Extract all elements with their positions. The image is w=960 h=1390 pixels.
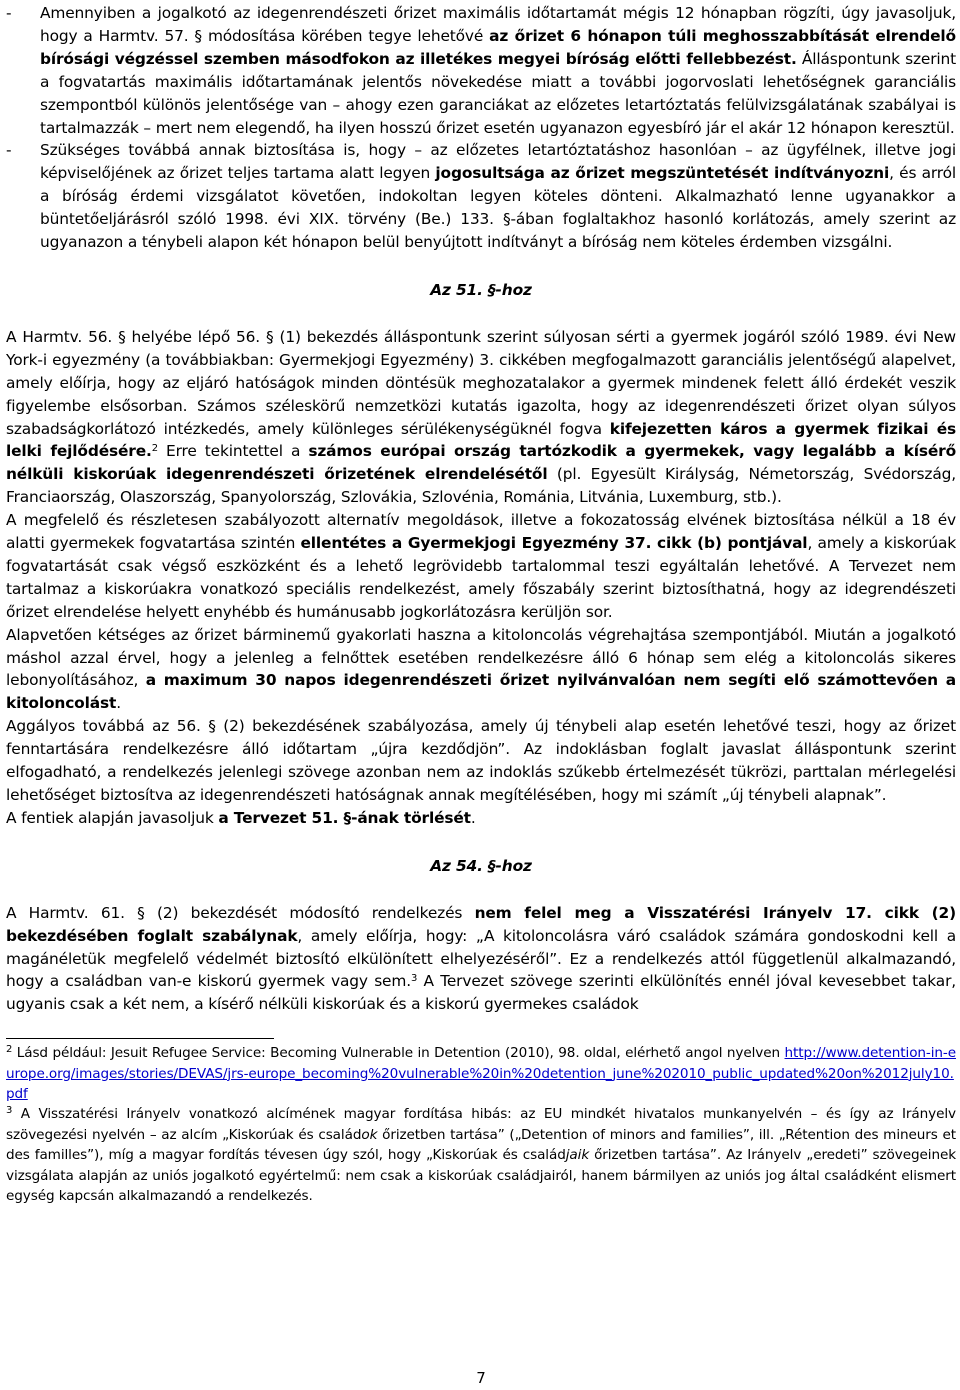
section-heading-54: Az 54. §-hoz — [430, 856, 532, 875]
bullet-dash: - — [6, 4, 12, 22]
italic-text: jaik — [565, 1147, 590, 1164]
footnote-ref-3[interactable]: 3 — [410, 973, 418, 985]
bold-text: a maximum 30 napos idegenrendészeti őrizet nyilvánvalóan nem segíti elő számottevően a kitoloncolást — [6, 671, 957, 713]
bullet-dash: - — [6, 141, 12, 160]
footnote-number: 3 — [6, 1105, 13, 1117]
document-page — [6, 2, 956, 1388]
footnote-link[interactable]: http://www.detention-in-europe.org/images/stories/DEVAS/jrs-europe_becoming%20vulnerable%20in%20detention_june%202010_public_updated%20on%2012july10.pdf — [6, 1045, 956, 1103]
bold-text: nem felel meg a Visszatérési Irányelv 17. cikk (2) bekezdésében foglalt szabálynak — [6, 903, 956, 945]
page-number: 7 — [476, 1369, 486, 1387]
paragraph-1: A Harmtv. 56. § helyébe lépő 56. § (1) bekezdés álláspontunk szerint súlyosan sérti a gyermek jogáról szóló 1989. évi New York-i egyezmény (a továbbiakban: Gyermekjogi Egyezmény) 3. cikkében megfogalmazott garanciális jelentőségű alapelvet, amely előírja, hogy az eljáró hatóságok minden döntésük meghozatalakor a gyermek mindenek felett álló érdekét veszik figyelembe elsősorban. Számos széleskörű nemzetközi kutatás igazolta, hogy az idegenrendészeti őrizet olyan súlyos szabadságkorlátozó intézkedés, amely különleges sérülékenységüknél fogva kifejezetten káros a gyermek fizikai és lelki fejlődésére.$^2$ Erre tekintettel a számos európai ország tartózkodik a gyermekek, vagy legalább a kísérő nélküli kiskorúak idegenrendészeti őrizetének elrendelésétől (pl. Egyesült Királyság, Németország, Svédország, Franciaország, Olaszország, Spanyolország, Szlovákia, Szlovénia, Románia, Litvánia, Luxemburg, stb.). — [6, 327, 956, 507]
paragraph-3: Alapvetően kétséges az őrizet bárminemű gyakorlati haszna a kitoloncolás végrehajtása szempontjából. Miután a jogalkotó máshol azzal érvel, hogy a jelenleg a felnőttek esetében rendelkezésre álló 6 hónap sem elég a kitoloncolás sikeres lebonyolításához, a maximum 30 napos idegenrendészeti őrizet nyilvánvalóan nem segíti elő számottevően a kitoloncolást. — [6, 625, 957, 713]
paragraph-5: A fentiek alapján javasoljuk a Tervezet 51. §-ának törlését. — [6, 808, 476, 827]
paragraph-6: A Harmtv. 61. § (2) bekezdését módosító rendelkezés nem felel meg a Visszatérési Irányelv 17. cikk (2) bekezdésében foglalt szabálynak, amely előírja, hogy: „A kitoloncolásra váró családok számára gondoskodni kell a magánéletük megfelelő védelmét biztosító elkülönített elhelyezéséről”. Ez a rendelkezés attól függetlenül alkalmazandó, hogy a családban van-e kiskorú gyermek vagy sem.$^3$ A Tervezet szövege szerinti elkülönítés ennél jóval kevesebbet takar, ugyanis csak a két nem, a kísérő nélküli kiskorúak és a kiskorú gyermekes családok — [6, 903, 956, 1014]
bold-text: számos európai ország tartózkodik a gyermekek, vagy legalább a kísérő nélküli kiskorúak idegenrendészeti őrizetének elrendelésétől — [6, 442, 956, 484]
footnote-3: $^3$ A Visszatérési Irányelv vonatkozó alcímének magyar fordítása hibás: az EU mindkét hivatalos munkanyelvén – és így az Irányelv szövegezési nyelvén – az alcím „Kiskorúak és családok őrizetben tartása” („Detention of minors and families”, ill. „Rétention des mineurs et des familles”), míg a magyar fordítás tévesen úgy szól, hogy „Kiskorúak és családjaik őrizetben tartása”. Az Irányelv „eredeti” szövegeinek vizsgálata alapján az uniós jogalkotó egyértelmű: nem csak a kiskorúak családjairól, hanem bármilyen az uniós jog által családként elismert egység kapcsán alkalmazandó a rendelkezés. — [6, 1105, 957, 1205]
bold-text: kifejezetten káros a gyermek fizikai és lelki fejlődésére. — [6, 419, 956, 461]
bold-text: az őrizet 6 hónapon túli meghosszabbítását elrendelő bírósági végzéssel szemben másodfokon az illetékes megyei bíróság előtti fellebbezést. — [40, 26, 956, 68]
footnote-divider — [6, 1038, 274, 1039]
bullet-paragraph-2: - Szükséges továbbá annak biztosítása is, hogy – az előzetes letartóztatáshoz hasonlóan – az ügyfélnek, illetve jogi képviselőjének az őrizet teljes tartama alatt legyen jogosultsága az őrizet megszüntetését indítványozni, és arról a bíróság érdemi vizsgálatot követően, indokoltan legyen köteles dönteni. Alkalmazható lenne ugyanakkor a büntetőeljárásról szóló 1998. évi XIX. törvény (Be.) 133. §-ában foglaltakhoz hasonló korlátozás, amely szerint az ugyanazon a ténybeli alapon két hónapon belül benyújtott indítványt a bíróság nem köteles érdemben vizsgálni. — [6, 141, 956, 252]
footnote-number: 2 — [6, 1044, 13, 1056]
section-heading-51: Az 51. §-hoz — [430, 280, 532, 299]
footnote-ref-2[interactable]: 2 — [151, 443, 158, 455]
footnote-2: $^2$ Lásd például: Jesuit Refugee Service: Becoming Vulnerable in Detention (2010), 98. oldal, elérhető angol nyelven http://www.detention-in-europe.org/images/stories/DEVAS/jrs-europe_becoming%20vulnerable%20in%20detention_june%202010_public_updated%20on%2012july10.pdf — [6, 1044, 956, 1103]
italic-text: ok — [361, 1126, 378, 1143]
bold-text: ellentétes a Gyermekjogi Egyezmény 37. cikk (b) pontjával — [300, 534, 808, 553]
bold-text: jogosultsága az őrizet megszüntetését indítványozni — [435, 164, 890, 183]
paragraph-2: A megfelelő és részletesen szabályozott alternatív megoldások, illetve a fokozatosság elvének biztosítása nélkül a 18 év alatti gyermekek fogvatartása szintén ellentétes a Gyermekjogi Egyezmény 37. cikk (b) pontjával, amely a kiskorúak fogvatartását csak végső eszközként és a lehető legrövidebb tartalommal teszi egyáltalán lehetővé. A Tervezet nem tartalmaz a kiskorúakra vonatkozó speciális rendelkezést, amely főszabály szerint biztosíthatná, hogy az idegrendészeti őrizet elrendelése helyett enyhébb és humánusabb jogkorlátozásra kerüljön sor. — [6, 511, 956, 621]
paragraph-4: Aggályos továbbá az 56. § (2) bekezdésének szabályozása, amely új ténybeli alap esetén lehetővé teszi, hogy az őrizet fenntartására rendelkezésre álló időtartam „újra kezdődjön”. Az indoklásban foglalt javaslat álláspontunk szerint elfogadható, a rendelkezés jelenlegi szövege azonban nem az indoklás szűkebb értelmezését tükrözi, parttalan mérlegelési lehetőséget biztosítva az idegenrendészeti hatóságnak annak megítélésében, hogy mi számít „új ténybeli alapnak”. — [6, 717, 956, 804]
bold-text: a Tervezet 51. §-ának törlését — [218, 808, 471, 827]
bullet-paragraph-1: - Amennyiben a jogalkotó az idegenrendészeti őrizet maximális időtartamát mégis 12 hónapban rögzíti, úgy javasoljuk, hogy a Harmtv. 57. § módosítása körében tegye lehetővé az őrizet 6 hónapon túli meghosszabbítását elrendelő bírósági végzéssel szemben másodfokon az illetékes megyei bíróság előtti fellebbezést. Álláspontunk szerint a fogvatartás maximális időtartamának jelentős növekedése miatt a további jogorvoslati lehetőségnek garanciális szempontból különös jelentősége van – ahogy ezen garanciákat az előzetes letartóztatás felülvizsgálatának szabályai is tartalmazzák – mert nem elegendő, ha ilyen hosszú őrizet esetén ugyanazon egyesbíró jár el akár 12 hónapon keresztül. — [6, 4, 956, 137]
